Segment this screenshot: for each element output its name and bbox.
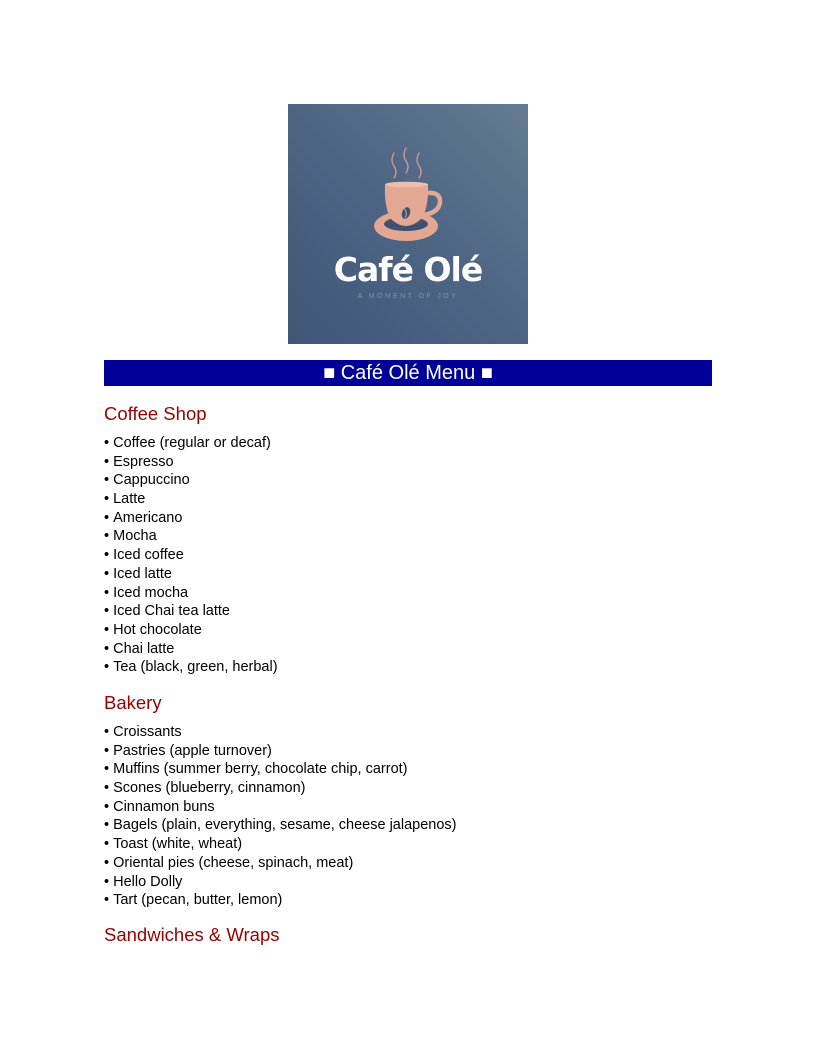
list-item: • Hot chocolate [104,621,278,640]
list-item: • Coffee (regular or decaf) [104,434,278,453]
section-heading-bakery: Bakery [104,692,162,713]
list-item: • Toast (white, wheat) [104,835,456,854]
list-item: • Tart (pecan, butter, lemon) [104,891,456,910]
list-item: • Bagels (plain, everything, sesame, cheese jalapenos) [104,816,456,835]
list-item: • Cinnamon buns [104,798,456,817]
list-item: • Iced Chai tea latte [104,602,278,621]
list-item: • Iced latte [104,565,278,584]
bakery-list [104,723,456,910]
list-item: • Cappuccino [104,471,278,490]
logo-brand-name: Café Olé [333,250,483,289]
list-item: • Pastries (apple turnover) [104,742,456,761]
list-item: • Mocha [104,527,278,546]
list-item: • Scones (blueberry, cinnamon) [104,779,456,798]
list-item: • Tea (black, green, herbal) [104,658,278,677]
list-item: • Oriental pies (cheese, spinach, meat) [104,854,456,873]
list-item: • Latte [104,490,278,509]
coffee-shop-list [104,434,278,677]
coffee-cup-icon [288,104,528,344]
logo-tagline: A MOMENT OF JOY [357,293,459,300]
list-item: • Iced mocha [104,584,278,603]
list-item: • Hello Dolly [104,873,456,892]
menu-title-bar: ■ Café Olé Menu ■ [104,360,712,386]
list-item: • Muffins (summer berry, chocolate chip, carrot) [104,760,456,779]
list-item: • Iced coffee [104,546,278,565]
list-item: • Chai latte [104,640,278,659]
section-heading-sandwiches-wraps: Sandwiches & Wraps [104,924,280,945]
cafe-ole-logo [288,104,528,344]
list-item: • Croissants [104,723,456,742]
section-heading-coffee-shop: Coffee Shop [104,403,207,424]
list-item: • Americano [104,509,278,528]
list-item: • Espresso [104,453,278,472]
